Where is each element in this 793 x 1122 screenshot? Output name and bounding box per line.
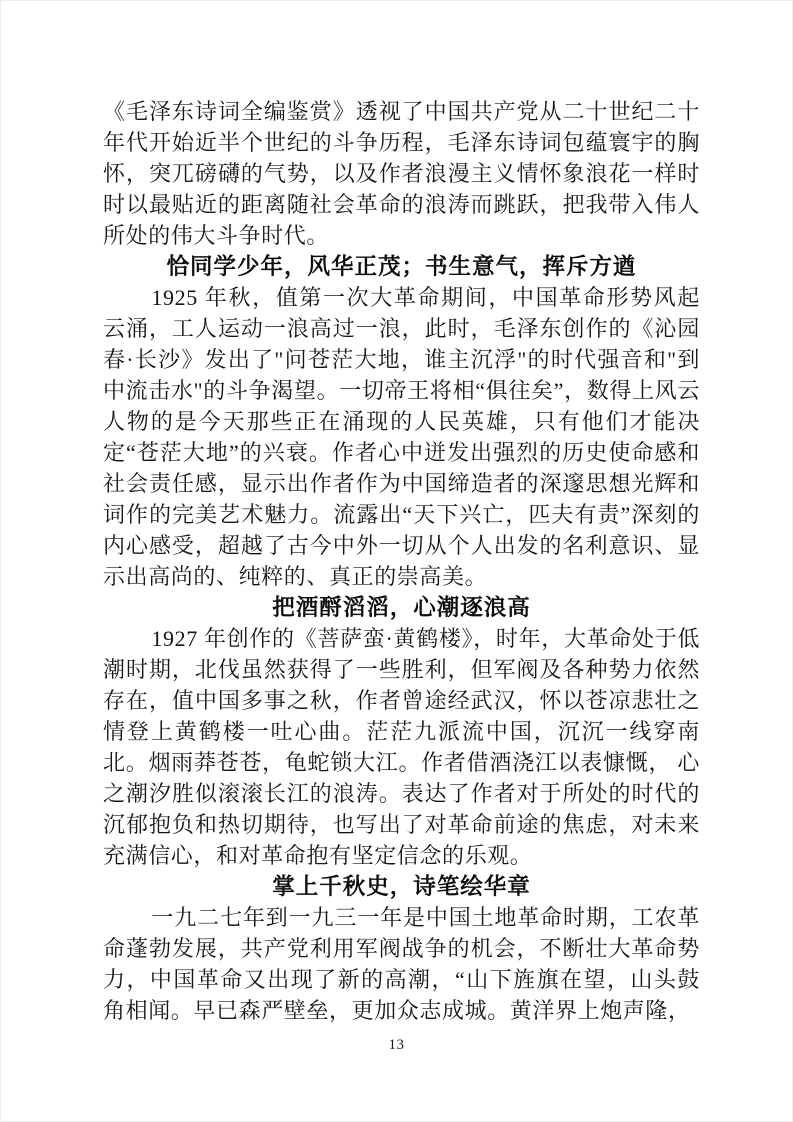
paragraph-land-revolution: 一九二七年到一九三一年是中国土地革命时期，工农革命蓬勃发展，共产党利用军阀战争的机会，不断壮大革命势力，中国革命又出现了新的高潮，“山下旌旗在望，山头鼓角相闻。早已森严壁垒，更加众志成城。黄洋界上炮声隆， [103, 905, 700, 1023]
page-number: 13 [388, 1037, 405, 1053]
paragraph-huanghelou-1927: 1927 年创作的《菩萨蛮·黄鹤楼》，时年，大革命处于低潮时期，北伐虽然获得了一些胜利，但军阀及各种势力依然存在，值中国多事之秋，作者曾途经武汉，怀以苍凉悲壮之情登上黄鹤楼一吐心曲。茫茫九派流中国，沉沉一线穿南北。烟雨莽苍苍，龟蛇锁大江。作者借酒浇江以表慷慨， 心之潮汐胜似滚滚长江的浪涛。表达了作者对于所处的时代的沉郁抱负和热切期待，也写出了对革命前途的焦虑，对未来充满信心，和对革命抱有坚定信念的乐观。 [103, 626, 700, 868]
section-heading-1: 恰同学少年，风华正茂；书生意气，挥斥方遒 [166, 254, 637, 279]
paragraph-overview: 《毛泽东诗词全编鉴赏》透视了中国共产党从二十世纪二十年代开始近半个世纪的斗争历程，毛泽东诗词包蕴寰宇的胸怀，突兀磅礴的气势，以及作者浪漫主义情怀象浪花一样时时以最贴近的距离随社会革命的浪涛而跳跃，把我带入伟人所处的伟大斗争时代。 [103, 99, 700, 248]
document-body [103, 96, 700, 1026]
page-footer [0, 1036, 793, 1054]
section-heading-3: 掌上千秋史，诗笔绘华章 [272, 874, 531, 899]
paragraph-changsha-1925: 1925 年秋，值第一次大革命期间，中国革命形势风起云涌，工人运动一浪高过一浪，此时，毛泽东创作的《沁园春·长沙》发出了"问苍茫大地，谁主沉浮"的时代强音和"到中流击水"的斗争渴望。一切帝王将相“俱往矣”，数得上风云人物的是今天那些正在涌现的人民英雄，只有他们才能决定“苍茫大地”的兴衰。作者心中迸发出强烈的历史使命感和社会责任感，显示出作者作为中国缔造者的深邃思想光辉和词作的完美艺术魅力。流露出“天下兴亡，匹夫有责”深刻的内心感受，超越了古今中外一切从个人出发的名利意识、显示出高尚的、纯粹的、真正的崇高美。 [103, 285, 700, 589]
section-heading-2: 把酒酹滔滔，心潮逐浪高 [272, 595, 531, 620]
